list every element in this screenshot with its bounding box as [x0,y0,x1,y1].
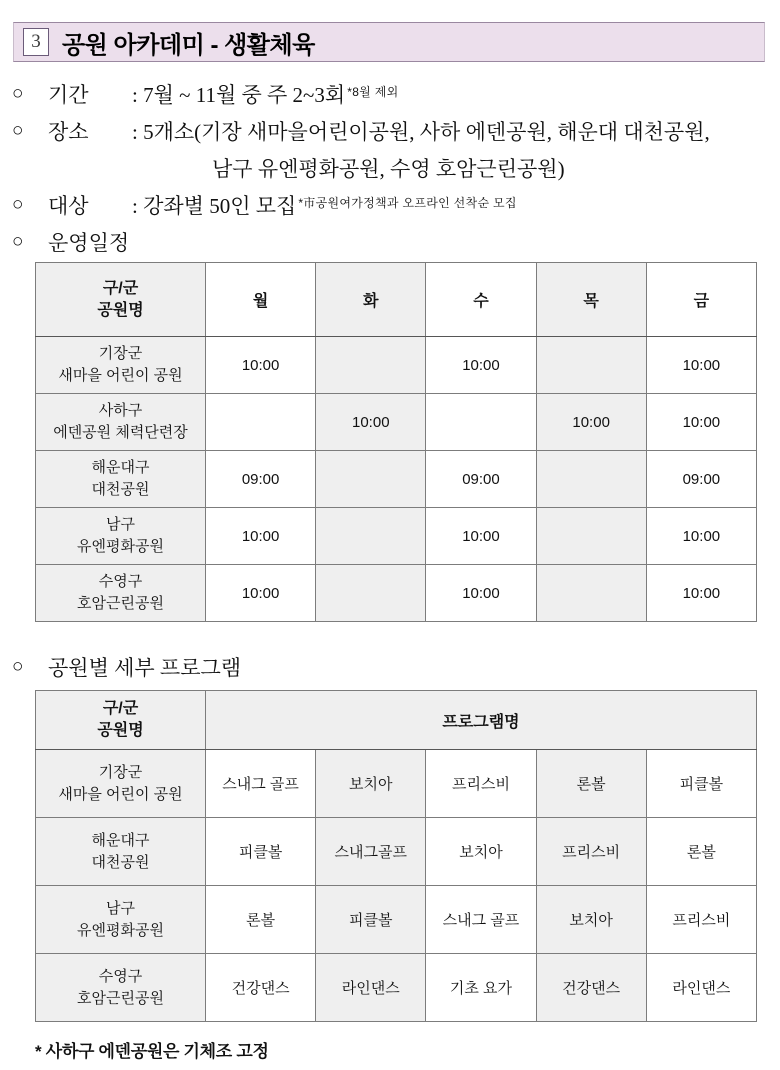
program-cell: 론볼 [646,818,756,886]
program-cell: 보치아 [316,750,426,818]
target-value: : 강좌별 50인 모집 [132,193,297,218]
section-title-band [13,22,765,62]
program-cell: 프리스비 [646,886,756,954]
time-cell: 10:00 [426,508,536,565]
schedule-header-row [36,263,757,337]
target-note: *市공원여가정책과 오프라인 선착순 모집 [298,196,517,210]
program-heading [12,648,780,685]
time-cell [536,508,646,565]
schedule-header-region-line2: 공원명 [97,301,144,319]
circle-bullet-icon: ○ [12,230,24,252]
time-cell [206,394,316,451]
time-cell: 10:00 [646,508,756,565]
park-name: 새마을 어린이 공원 [58,785,183,803]
schedule-row-saha [36,394,757,451]
time-cell: 09:00 [646,451,756,508]
place-label: 장소 [48,119,89,144]
park-name: 호암근린공원 [77,989,164,1007]
park-name: 유엔평화공원 [77,538,164,555]
time-cell [316,565,426,622]
program-cell: 라인댄스 [646,954,756,1022]
time-cell [316,508,426,565]
program-cell: 라인댄스 [316,954,426,1022]
gu-name: 해운대구 [91,831,150,849]
park-name-cell [36,565,206,622]
program-name-header: 프로그램명 [206,691,757,750]
program-row-suyeong [36,954,757,1022]
time-cell [426,394,536,451]
program-header-region-line2: 공원명 [97,722,144,739]
schedule-row-namgu [36,508,757,565]
park-name: 새마을 어린이 공원 [58,367,183,384]
bullet-place [12,112,780,149]
time-cell [316,337,426,394]
time-cell: 10:00 [206,508,316,565]
program-cell: 보치아 [426,818,536,886]
time-cell: 10:00 [536,394,646,451]
time-cell: 10:00 [646,565,756,622]
target-label: 대상 [48,193,89,218]
time-cell [536,565,646,622]
section-number-box [23,28,49,56]
time-cell: 10:00 [316,394,426,451]
time-cell: 09:00 [426,451,536,508]
day-header-fri: 금 [646,263,756,337]
program-cell: 건강댄스 [536,954,646,1022]
schedule-header-region [36,263,206,337]
circle-bullet-icon: ○ [12,119,24,141]
day-header-thu: 목 [536,263,646,337]
schedule-row-haeundae [36,451,757,508]
park-name-cell [36,750,206,818]
time-cell [536,337,646,394]
program-cell: 피클볼 [206,818,316,886]
schedule-header-region-line1: 구/군 [102,279,139,297]
schedule-heading-label: 운영일정 [48,230,130,255]
program-cell: 피클볼 [316,886,426,954]
gu-name: 수영구 [98,573,143,590]
bullet-place-continuation [12,149,780,186]
footnote: * 사하구 에덴공원은 기체조 고정 [35,1042,269,1061]
program-header-region [36,691,206,750]
program-cell: 스내그 골프 [206,750,316,818]
day-header-mon: 월 [206,263,316,337]
park-name-cell [36,394,206,451]
circle-bullet-icon: ○ [12,193,24,215]
program-row-gijang [36,750,757,818]
gu-name: 수영구 [98,967,143,985]
time-cell: 09:00 [206,451,316,508]
schedule-table [35,262,757,622]
gu-name: 기장군 [98,763,143,781]
gu-name: 사하구 [98,402,143,419]
park-name-cell [36,818,206,886]
document-page [0,22,780,1070]
program-heading-label: 공원별 세부 프로그램 [48,655,242,680]
place-value-line1: : 5개소(기장 새마을어린이공원, 사하 에덴공원, 해운대 대천공원, [132,119,710,144]
program-table [35,690,757,1022]
park-name-cell [36,508,206,565]
program-cell: 건강댄스 [206,954,316,1022]
section-number: 3 [31,31,41,52]
schedule-heading [12,223,780,260]
park-name: 대천공원 [91,853,150,871]
program-header-region-line1: 구/군 [102,700,139,717]
period-note: *8월 제외 [347,85,399,99]
gu-name: 남구 [106,899,135,917]
park-name: 유엔평화공원 [77,921,164,939]
program-cell: 스내그 골프 [426,886,536,954]
park-name-cell [36,451,206,508]
park-name: 호암근린공원 [77,595,164,612]
schedule-row-gijang [36,337,757,394]
program-cell: 프리스비 [426,750,536,818]
program-row-haeundae [36,818,757,886]
time-cell [316,451,426,508]
program-cell: 프리스비 [536,818,646,886]
program-cell: 론볼 [536,750,646,818]
gu-name: 남구 [106,516,135,533]
period-value: : 7월 ~ 11월 중 주 2~3회 [132,82,346,107]
program-row-namgu [36,886,757,954]
info-bullets [12,75,780,260]
program-section [12,648,780,685]
program-cell: 보치아 [536,886,646,954]
time-cell: 10:00 [426,337,536,394]
circle-bullet-icon: ○ [12,82,24,104]
park-name-cell [36,886,206,954]
program-cell: 피클볼 [646,750,756,818]
time-cell: 10:00 [206,565,316,622]
time-cell: 10:00 [426,565,536,622]
program-cell: 론볼 [206,886,316,954]
park-name: 대천공원 [91,481,150,498]
time-cell: 10:00 [206,337,316,394]
gu-name: 기장군 [98,345,143,362]
gu-name: 해운대구 [91,459,150,476]
bullet-target [12,186,780,223]
time-cell: 10:00 [646,337,756,394]
time-cell [536,451,646,508]
page-title: 공원 아카데미 - 생활체육 [62,31,315,59]
period-label: 기간 [48,82,89,107]
time-cell: 10:00 [646,394,756,451]
circle-bullet-icon: ○ [12,655,24,677]
place-value-line2: 남구 유엔평화공원, 수영 호암근린공원) [212,156,565,181]
program-header-row [36,691,757,750]
bullet-period [12,75,780,112]
program-cell: 스내그골프 [316,818,426,886]
park-name: 에덴공원 체력단련장 [53,424,188,441]
program-cell: 기초 요가 [426,954,536,1022]
day-header-tue: 화 [316,263,426,337]
park-name-cell [36,337,206,394]
schedule-row-suyeong [36,565,757,622]
day-header-wed: 수 [426,263,536,337]
park-name-cell [36,954,206,1022]
